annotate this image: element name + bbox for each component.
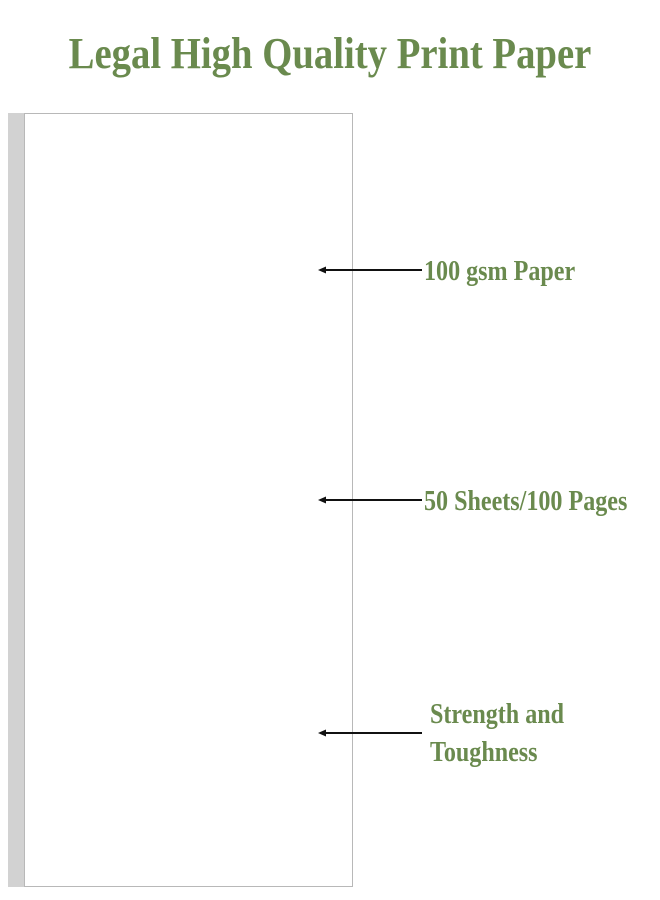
callout-label-strength-line2: Toughness	[430, 737, 538, 768]
paper-spine-edge	[8, 113, 24, 887]
callout-label-gsm: 100 gsm Paper	[424, 256, 576, 287]
callout-label-sheets: 50 Sheets/100 Pages	[424, 486, 628, 517]
paper-stack-illustration	[8, 113, 352, 887]
callout-label-strength-line1: Strength and	[430, 699, 565, 730]
paper-sheet	[24, 113, 353, 887]
arrow-left-icon	[318, 495, 422, 505]
arrow-left-icon	[318, 265, 422, 275]
arrow-left-icon	[318, 728, 422, 738]
page-title: Legal High Quality Print Paper	[68, 29, 592, 78]
